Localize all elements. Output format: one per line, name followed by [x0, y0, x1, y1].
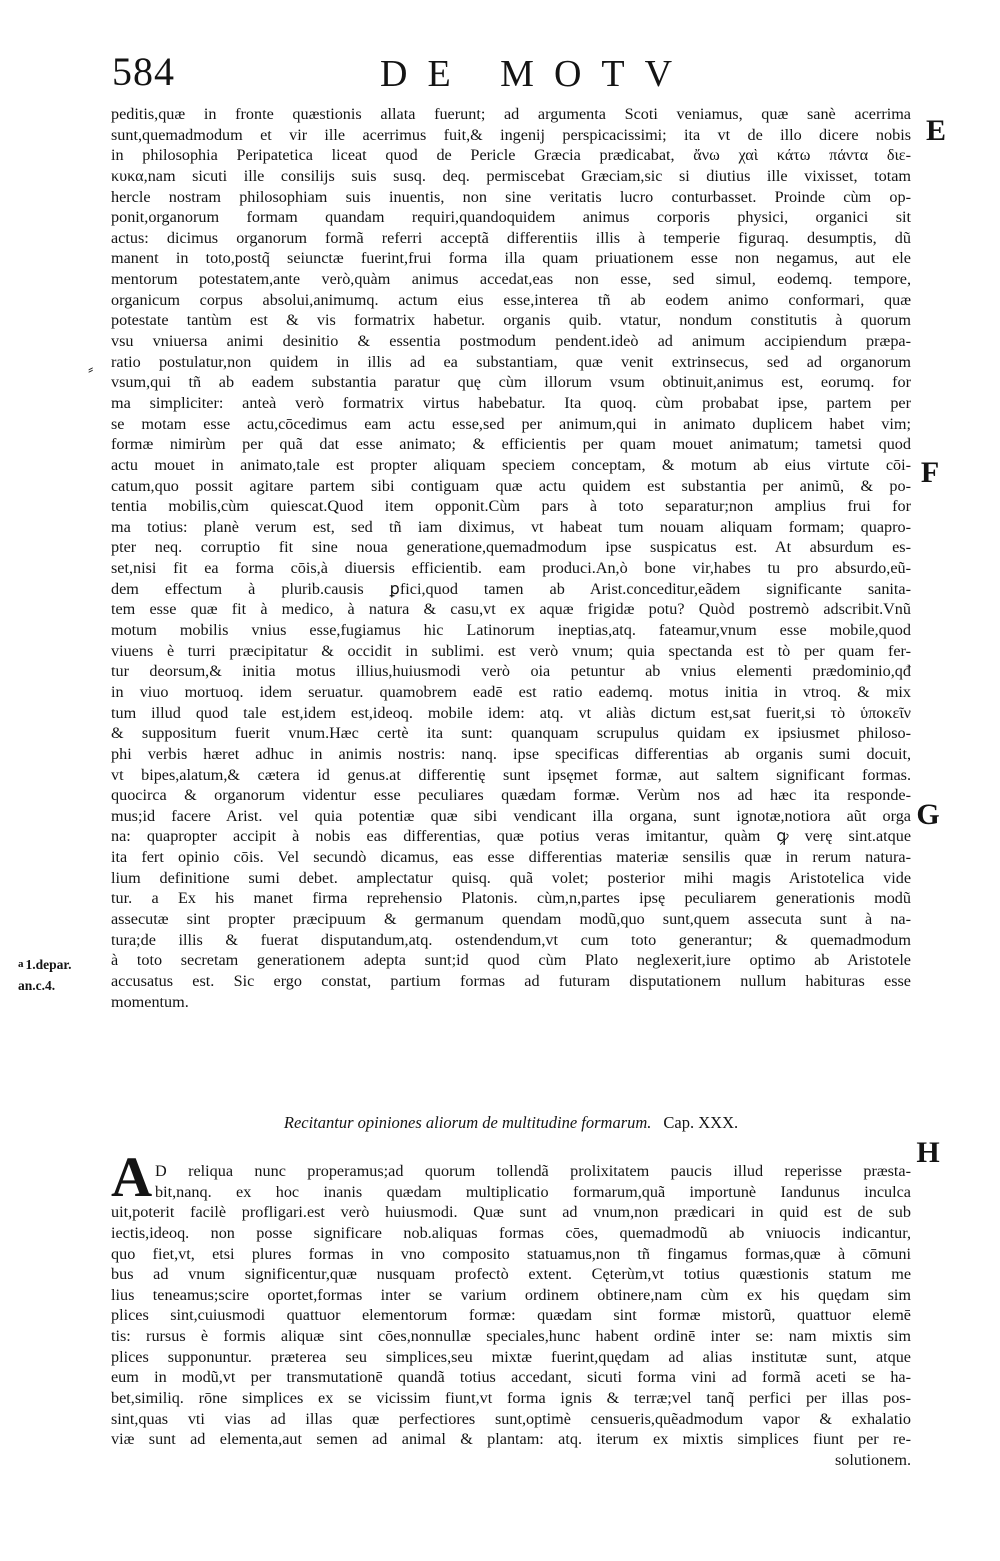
chapter-number: Cap. XXX. [663, 1113, 739, 1132]
text-line: plices supponuntur. præterea seu simplices,seu mixtæ fuerint,quędam ad alias institutæ sunt, atque [111, 1347, 911, 1366]
body-text-block-1 [111, 104, 911, 1012]
margin-note-text-1: 1.depar. [25, 957, 72, 972]
text-line: actu mouet in animato,tale est propter aliquam speciem conceptam, & motum ab eius virtute cōi- [111, 455, 911, 474]
text-line: lius teneamus;scire oportet,formas inter se varium ordinem obtinere,nam cùm ex his quędam sim [111, 1285, 911, 1304]
margin-note-mark: a [18, 958, 24, 970]
chapter-heading [111, 1112, 911, 1134]
text-line: in philosophia Peripatetica liceat quod de Pericle Græcia prædicabat, ἄνω χαὶ κάτω πάντα διε- [111, 146, 911, 165]
text-line: à toto secretam generationem adepta sunt;id quod cùm Plato neglexerit,iure optimo ab Aristotele [111, 951, 911, 970]
page-header [0, 0, 1000, 110]
text-line: se motam esse actu,cōcedimus eam actu esse,sed per animum,qui in animato duplicem habet vim; [111, 414, 911, 433]
text-line: motum mobilis vnius esse,fugiamus hic Latinorum ineptias,atq. fateamur,vnum esse mobile,quod [111, 621, 911, 640]
drop-cap: A [111, 1146, 153, 1209]
section-letter-g: G [916, 798, 940, 831]
text-line: hercle nostram philosophiam suis inuentis, non sine veritatis lucro conturbasset. Proinde cùm op- [111, 187, 911, 206]
text-line: mus;id facere Arist. vel quia potentiæ quæ sibi vendicant illa organa, sunt ignotæ,notiora aũt orga [111, 806, 911, 825]
text-line: bet,similiq. rōne simplices ex se vicissim fiunt,vt forma ignis & terræ;vel tanq̃ perfici per illas pos- [111, 1389, 911, 1408]
text-line: ma simpliciter: anteà verò formatrix virtus habebatur. Ita quoq. cùm probabat ipse, partem per [111, 393, 911, 412]
text-line: tem esse quæ fit à medico, à natura & casu,vt ex aquæ frigidæ potu? Quòd postremò adscribit.Vnũ [111, 600, 911, 619]
text-line: assecutæ sint propter præcipuum & germanum quendam modũ,quo sunt,quem assecuta sunt à na- [111, 909, 911, 928]
margin-note-line-2: an.c.4. [18, 977, 56, 993]
text-line: iectis,ideoq. non posse significare nob.aliquas formas cōes, quemadmodũ ab vniuocis indicantur, [111, 1223, 911, 1242]
text-line: D reliqua nunc properamus;ad quorum tollendã prolixitatem paucis illud reperisse præsta- [155, 1162, 911, 1180]
text-line: ratio postulatur,non quidem in illis ad ea substantiam, quæ venit extrinsecus, sed ad organorum [111, 352, 911, 371]
section-letter-e: E [925, 114, 946, 147]
text-line: phi verbis hæret adhuc in animis nostris: nanq. ipse specificas differentias ab organis sumi docuit, [111, 744, 911, 763]
section-letter-f: F [920, 456, 940, 489]
text-line: pter neq. corruptio fit sine noua generatione,quemadmodum ipse suspicatus est. At absurdum es- [111, 538, 911, 557]
text-line: quocirca & organorum videntur esse peculiares quædam formæ. Verùm nos ad hæc ita responde- [111, 786, 911, 805]
text-line: tur deorsum,& initia motus illius,huiusmodi verò oia petuntur ab vnius elementi prædominio,qđ [111, 662, 911, 681]
text-line: sint,quas vti vias ad illas quæ perfectiores sunt,optimè censueris,quẽadmodum vapor & exhalatio [111, 1409, 911, 1428]
text-line: eum in modũ,vt per transmutationē quandã totius accedant, sicuti forma vini ad formã aceti se ha- [111, 1368, 911, 1387]
text-line: bit,nanq. ex hoc inanis quædam multiplicatio formarum,quã importunè Iandunus inculca [155, 1182, 911, 1201]
text-line: vsum,qui tñ ab eadem substantia paratur quę cùm illorum vsum obtinuit,animus est, eorumq. for [111, 373, 911, 392]
text-line: tur. a Ex his manet firma reprehensio Platonis. cùm,n,partes ipsę peculiarem generationis modũ [111, 889, 911, 908]
text-line: manent in toto,postq̃ seiunctæ fuerint,frui forma illa quam priuationem esse non negamus, aut ele [111, 249, 911, 268]
text-line: tura;de illis & fuerat disputandum,atq. ostendendum,vt cum toto generantur; & quemadmodum [111, 930, 911, 949]
text-line: tum illud quod tale est,idem est,ideoq. mobile idem: atq. vt aliàs dictum est,sat fuerit,si τὸ ὑποκεῖν [111, 703, 911, 722]
page-number: 584 [112, 49, 175, 94]
margin-note [18, 954, 108, 996]
margin-mark: ⸗ [88, 361, 94, 378]
text-line: actus: dicimus organorum formã referri acceptã differentiis illis à temperie figuraq. desumptis, dũ [111, 228, 911, 247]
text-line: set,nisi fit ea forma cōis,à diuersis efficientib. eam produci.An,ò bone vir,habes tu pro absurdo,eũ- [111, 559, 911, 578]
text-line: uit,poterit facilè profligari.est verò huiusmodi. Quæ sunt ad vnum,non prædicari in quid est de sub [111, 1203, 911, 1222]
text-line: sunt,quemadmodum et vir ille acerrimus fuit,& ingenij perspicacissimi; ita vt de illo dicere nobis [111, 125, 911, 144]
text-line: κυκα,nam sicuti ille consilijs suis susq. deq. permiscebat Græciam,sic si diutius ille vixisset, totam [111, 166, 911, 185]
text-line: tis: rursus è formis aliquæ sint cōes,nonnullæ speciales,hunc habent ordinē inter se: nam mixtis sim [111, 1327, 911, 1346]
margin-note-line-1 [18, 954, 108, 976]
text-line: solutionem. [835, 1450, 911, 1469]
text-line: ma totius: planè verum est, sed tñ iam diximus, vt habeat tum nouam aliquam formam; quapro- [111, 517, 911, 536]
text-line: potestate tantùm est & vis formatrix habetur. organis quib. vtatur, nondum constitutis à quorum [111, 311, 911, 330]
text-line: viæ sunt ad elementa,aut semen ad animal & plantam: atq. iterum ex mixtis simplices fiunt per re- [111, 1430, 911, 1449]
text-line: formæ nimirùm per quã dat esse animato; & efficientis per quam mouet animatum; tametsi quod [111, 435, 911, 454]
text-line: na: quapropter accipit à nobis eas differentias, quæ potius veras imitantur, quàm ꝙ verę sint.atque [111, 827, 911, 846]
text-line: lium definitione sumi debet. amplectatur quisq. quã volet; posterior mihi magis Aristotelica vide [111, 868, 911, 887]
body-text-block-2 [111, 1161, 911, 1471]
text-line: ponit,organorum formam quandam requiri,quandoquidem animus corporis physici, organici sit [111, 208, 911, 227]
text-line: & suppositum fuerit vnum.Hæc certè ita sunt: quanquam scrupulus quidam ex ipsiusmet philoso- [111, 724, 911, 743]
text-line: ita fert opinio cōis. Vel secundò dicamus, eas esse differentias materiæ sensilis quæ in rerum natura- [111, 848, 911, 867]
text-line: mentorum potestatem,ante verò,quàm animus accedat,eas non esse, sed simul, eodemq. tempore, [111, 270, 911, 289]
running-head: DE MOTV [380, 53, 693, 95]
text-line: in viuo mortuoq. idem seruatur. quamobrem eadē est ratio eademq. motus initia in vtroq. & mix [111, 682, 911, 701]
text-line: vt bipes,alatum,& cætera id genus.at differentię sunt ipsęmet formæ, aut saltem significant formas. [111, 765, 911, 784]
text-line: vsu vniuersa animi desinitio & essentia postmodum pendent.ideò ad animum accipiendum præpa- [111, 332, 911, 351]
text-line: organicum corpus absolui,animumq. actum eius esse,interea tñ ab eodem animo conformari, quæ [111, 290, 911, 309]
chapter-title: Recitantur opiniones aliorum de multitudine formarum. [283, 1113, 652, 1132]
text-line: peditis,quæ in fronte quæstionis allata fuerunt; ad argumenta Scoti veniamus, quæ sanè acerrima [111, 105, 911, 123]
text-line: viuens è turri præcipitatur & occidit in sublimi. est verò vnum; quia spectanda est tò per quam fer- [111, 641, 911, 660]
text-line: plices sint,cuiusmodi quattuor elementorum formæ: quædam sint formæ mistorũ, quattuor elemē [111, 1306, 911, 1325]
text-line: quo fiet,vt, etsi plures formas in vno composito statuamus,non tñ fingamus formas,quæ à cōmuni [111, 1244, 911, 1263]
text-line: catum,quo possit agitare partem sibi contiguam quæ actu quidem est substantia per animũ, & po- [111, 476, 911, 495]
text-line: accusatus est. Sic ergo constat, partium formas ad futuram disputationem nullum habituras esse [111, 971, 911, 990]
text-line: tentia mobilis,cùm quiescat.Quod item opponit.Cùm pars à toto separatur;non amplius frui for [111, 497, 911, 516]
text-line: bus ad vnum significentur,quæ nusquam profectò extent. Cęterùm,vt totius quæstionis statum me [111, 1265, 911, 1284]
section-letter-h: H [916, 1136, 940, 1169]
text-line: momentum. [111, 992, 189, 1011]
text-line: dem effectum à plurib.causis ꝑfici,quod tamen ab Arist.conceditur,eãdem significante sanita- [111, 579, 911, 598]
